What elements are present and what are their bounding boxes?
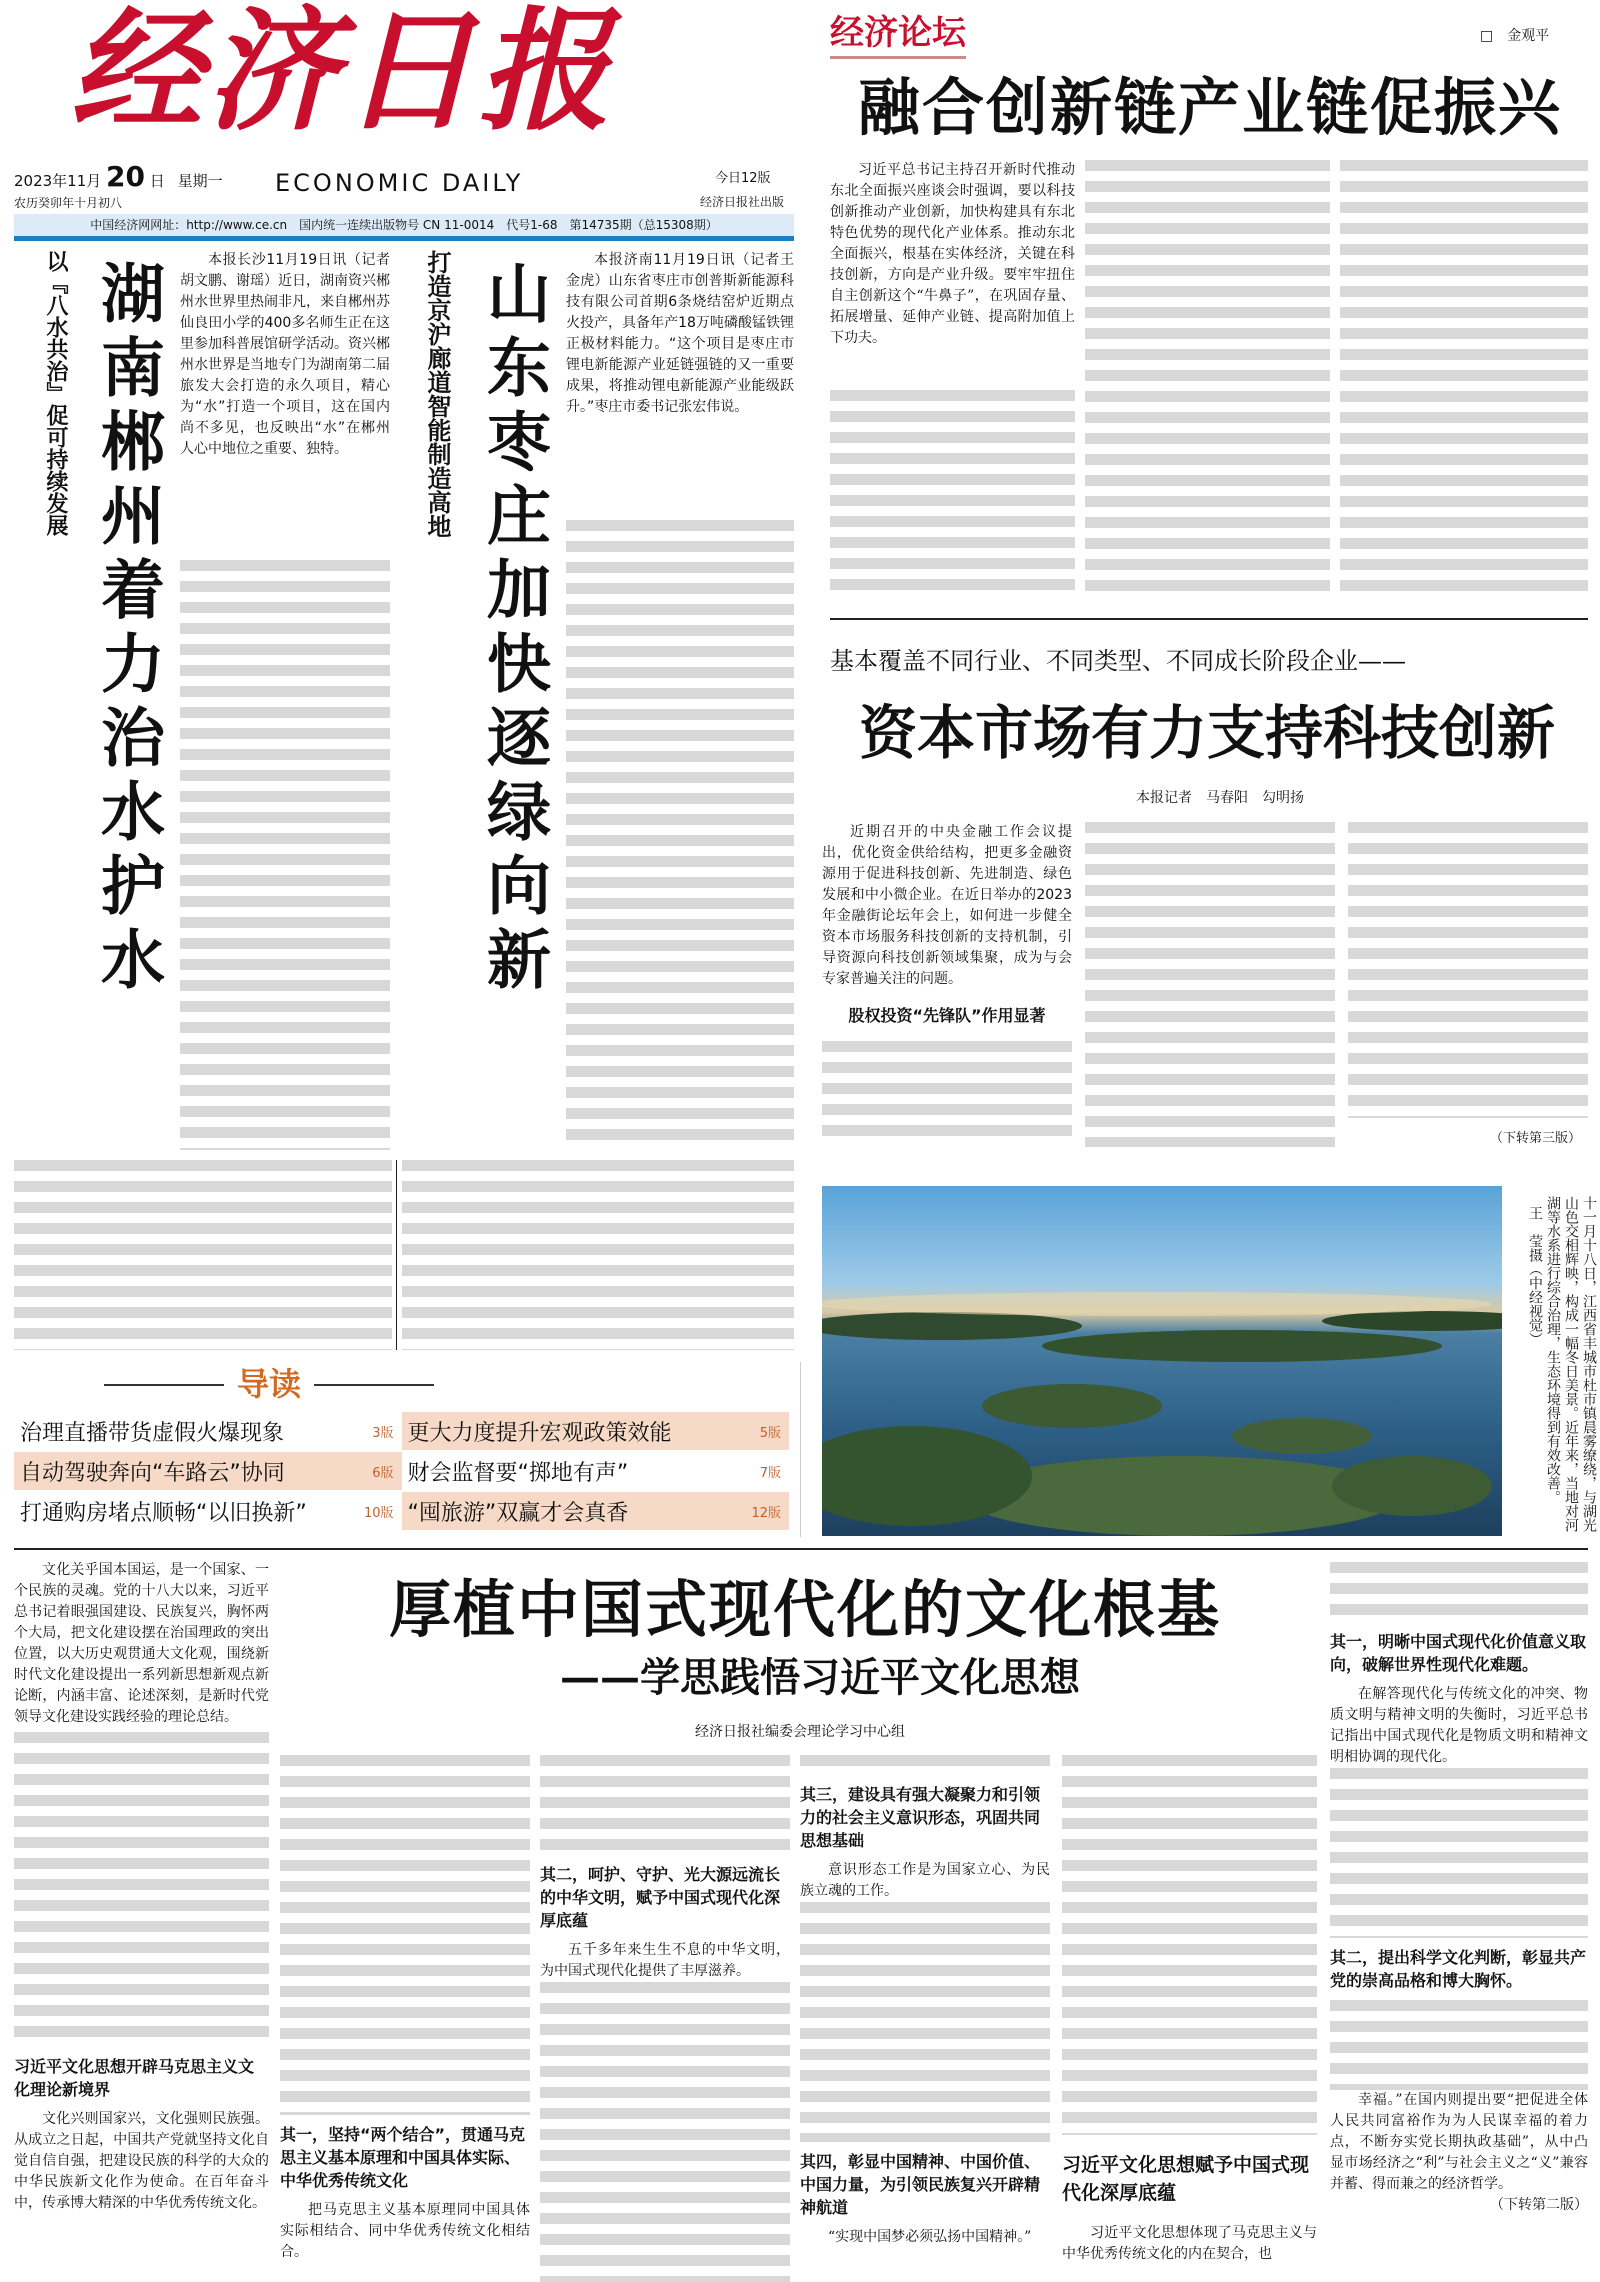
capital-body-col2: [1085, 822, 1335, 1147]
culture-section-text: 意识形态工作是为国家立心、为民族立魂的工作。: [800, 1862, 1050, 1899]
hunan-headline: 湖南郴州着力治水护水: [90, 260, 165, 1000]
culture-body-col6b: [1330, 1768, 1588, 1938]
capital-body-col3: [1348, 822, 1588, 1118]
culture-body-col6: [1330, 1562, 1588, 1622]
guide-box: [14, 1362, 801, 1537]
culture-section-title: 其四，彰显中国精神、中国价值、中国力量，为引领民族复兴开辟精神航道: [800, 2152, 1041, 2217]
culture-section-title: 其三，建设具有强大凝聚力和引领力的社会主义意识形态，巩固共同思想基础: [800, 1785, 1041, 1850]
guide-item-title: 治理直播带货虚假火爆现象: [20, 1420, 285, 1446]
culture-continued: （下转第二版）: [1490, 2197, 1588, 2213]
culture-lead: 文化关乎国本国运，是一个国家、一个民族的灵魂。党的十八大以来，习近平总书记着眼强国建设、民族复兴，胸怀两个大局，把文化建设摆在治国理政的突出位置，以大历史观贯通大文化观，围绕新时代文化建设提出一系列新思想新观点新论断，内涵丰富、论述深刻，是新时代党领导文化建设实践经验的理论总结。: [14, 1562, 269, 1725]
culture-section-text: 文化兴则国家兴，文化强则民族强。从成立之日起，中国共产党就坚持文化自觉自信自强，把建设民族的科学的大众的中华民族新文化作为使命。在百年奋斗中，传承博大精深的中华优秀传统文化。: [14, 2111, 269, 2211]
capital-lead: 近期召开的中央金融工作会议提出，优化资金供给结构，把更多金融资源用于促进科技创新、先进制造、绿色发展和中小微企业。在近日举办的2023年金融街论坛年会上，如何进一步健全资本市场服务科技创新的支持机制，引导资源向科技创新领域集聚，成为与会专家普遍关注的问题。: [822, 824, 1072, 987]
culture-section-text: 在解答现代化与传统文化的冲突、物质文明与精神文明的失衡时，习近平总书记指出中国式现代化是物质文明和精神文明相协调的现代化。: [1330, 1686, 1588, 1765]
guide-grid: [14, 1412, 789, 1530]
hunan-subtitle: 以『八水共治』促可持续发展: [43, 250, 68, 536]
lunar-date: 农历癸卯年十月初八: [14, 196, 123, 210]
culture-body-col3: [540, 1755, 790, 1855]
photo-caption: [1506, 1196, 1598, 1532]
culture-col3: [540, 1755, 790, 2282]
photo-islands: [822, 1186, 1502, 1536]
issue-date: [14, 160, 223, 198]
guide-item-page: 6版: [372, 1465, 394, 1481]
culture-section-text: 幸福。”在国内则提出要“把促进全体人民共同富裕作为为人民谋幸福的着力点，不断夯实党长期执政基础”，从中凸显市场经济之“利”与社会主义之“义”兼容并蓄、得而兼之的经济哲学。: [1330, 2092, 1588, 2192]
guide-rule-right: [314, 1384, 434, 1386]
capital-body-col1: [822, 1041, 1072, 1141]
shandong-subtitle: 打造京沪廊道智能制造高地: [423, 250, 451, 538]
section-divider: [830, 618, 1588, 620]
culture-section-title: 习近平文化思想开辟马克思主义文化理论新境界: [14, 2057, 255, 2099]
culture-section-text: 五千多年来生生不息的中华文明，为中国式现代化提供了丰厚滋养。: [540, 1942, 790, 1979]
culture-subtitle: ——学思践悟习近平文化思想: [560, 1654, 1080, 1701]
forum-article: [830, 160, 1075, 349]
masthead-logo: 经济日报: [70, 0, 614, 149]
culture-col2: [280, 1755, 530, 2263]
photo-lake-morning-fog: [822, 1186, 1502, 1536]
hunan-body-text: [180, 560, 390, 1150]
culture-body-col4: [800, 1755, 1050, 1775]
guide-item-page: 10版: [363, 1505, 394, 1521]
guide-item[interactable]: [402, 1412, 790, 1450]
culture-body-col4b: [800, 1902, 1050, 2142]
capital-headline: 资本市场有力支持科技创新: [858, 699, 1555, 767]
culture-section-title: 其二，提出科学文化判断，彰显共产党的崇高品格和博大胸怀。: [1330, 1948, 1587, 1990]
blue-divider: [14, 236, 794, 241]
culture-section-text: 习近平文化思想体现了马克思主义与中华优秀传统文化的内在契合，也: [1062, 2225, 1317, 2262]
forum-body-col1: [830, 390, 1075, 600]
guide-item-title: 打通购房堵点顺畅“以旧换新”: [20, 1500, 307, 1526]
hunan-lead: 本报长沙11月19日讯（记者胡文鹏、谢瑶）近日，湖南资兴郴州水世界里热闹非凡，来自郴州苏仙良田小学的400多名师生正在这里参加科普展馆研学活动。资兴郴州水世界是当地专门为湖南第二届旅发大会打造的永久项目，精心为“水”打造一个项目，这在国内尚不多见，也反映出“水”在郴州人心中地位之重要、独特。: [180, 252, 390, 457]
culture-col5: [1062, 1755, 1317, 2265]
hunan-body-text-continued: [14, 1160, 392, 1350]
culture-section-title: 其二，呵护、守护、光大源远流长的中华文明，赋予中国式现代化深厚底蕴: [540, 1865, 781, 1930]
culture-body-col2: [280, 1755, 530, 2115]
shandong-lead: 本报济南11月19日讯（记者王金虎）山东省枣庄市创普斯新能源科技有限公司首期6条烧结窑炉近期点火投产，具备年产18万吨磷酸锰铁锂正极材料能力。“这个项目是枣庄市锂电新能源产业延链强链的又一重要成果，将推动锂电新能源产业能级跃升。”枣庄市委书记张宏伟说。: [566, 252, 794, 415]
guide-item-title: 财会监督要“掷地有声”: [407, 1460, 629, 1486]
english-name: ECONOMIC DAILY: [275, 169, 524, 197]
shandong-body-text-continued: [402, 1160, 794, 1350]
capital-kicker: 基本覆盖不同行业、不同类型、不同成长阶段企业——: [830, 647, 1406, 675]
culture-headline: 厚植中国式现代化的文化根基: [388, 1573, 1221, 1646]
column-divider: [396, 1160, 397, 1350]
forum-column-label: 经济论坛: [830, 12, 966, 59]
guide-title: 导读: [236, 1365, 301, 1403]
guide-item-title: 更大力度提升宏观政策效能: [407, 1420, 672, 1446]
photo-credit: 王 莹摄（中经视觉）: [1527, 1206, 1543, 1346]
weekday: 星期一: [177, 172, 223, 190]
capital-subhead: 股权投资“先锋队”作用显著: [848, 1006, 1046, 1025]
forum-lead: 习近平总书记主持召开新时代推动东北全面振兴座谈会时强调，要以科技创新推动产业创新，加快构建具有东北特色优势的现代化产业体系。推动东北全面振兴，根基在实体经济，关键在科技创新，方向是产业升级。要牢牢扭住自主创新这个“牛鼻子”，在巩固存量、拓展增量、延伸产业链、提高附加值上下功夫。: [830, 162, 1075, 346]
culture-col6: [1330, 1562, 1588, 2215]
culture-byline: 经济日报社编委会理论学习中心组: [695, 1724, 905, 1740]
guide-item[interactable]: [402, 1452, 790, 1490]
guide-item[interactable]: [14, 1492, 402, 1530]
culture-section-text: “实现中国梦必须弘扬中国精神。”: [828, 2229, 1032, 2245]
culture-col4: [800, 1755, 1050, 2248]
culture-section-title: 其一，明晰中国式现代化价值意义取向，破解世界性现代化难题。: [1330, 1632, 1587, 1674]
capital-article: [822, 822, 1072, 1141]
guide-item-page: 3版: [372, 1425, 394, 1441]
pages-today: 今日12版: [715, 171, 771, 186]
culture-section-title: 习近平文化思想赋予中国式现代化深厚底蕴: [1062, 2154, 1310, 2204]
shandong-body-text: [566, 520, 794, 1150]
guide-item[interactable]: [14, 1412, 402, 1450]
culture-section-title: 其一，坚持“两个结合”，贯通马克思主义基本原理和中国具体实际、中华优秀传统文化: [280, 2125, 526, 2190]
page-divider: [14, 1548, 1588, 1550]
guide-item-page: 7版: [759, 1465, 781, 1481]
guide-item[interactable]: [14, 1452, 402, 1490]
guide-item[interactable]: [402, 1492, 790, 1530]
guide-item-page: 12版: [751, 1505, 781, 1521]
date-day: 20: [106, 160, 146, 193]
info-bar: 中国经济网网址：http://www.ce.cn 国内统一连续出版物号 CN 11-0014 代号1-68 第14735期（总15308期）: [14, 214, 794, 236]
guide-item-title: 自动驾驶奔向“车路云”协同: [20, 1460, 285, 1486]
culture-body-col1: [14, 1732, 269, 2047]
culture-body-col6c: [1330, 2000, 1588, 2090]
photo-caption-text: 十一月十八日，江西省丰城市杜市镇晨雾缭绕，与湖光山色交相辉映，构成一幅冬日美景。近年来，当地对河湖等水系进行综合治理，生态环境得到有效改善。: [1545, 1196, 1597, 1532]
culture-body-col5: [1062, 1755, 1317, 2135]
shandong-article: [566, 250, 794, 418]
date-suffix: 日: [149, 172, 165, 190]
shandong-headline: 山东枣庄加快逐绿向新: [476, 260, 551, 1000]
forum-author: □ 金观平: [1480, 28, 1550, 44]
capital-continued: （下转第三版）: [1490, 1131, 1582, 1146]
culture-col1: [14, 1560, 269, 2214]
culture-body-col3b: [540, 1982, 790, 2282]
guide-item-page: 5版: [759, 1425, 781, 1441]
forum-headline: 融合创新链产业链促振兴: [857, 71, 1562, 144]
forum-body-col2: [1085, 160, 1330, 600]
guide-item-title: “囤旅游”双赢才会真香: [407, 1500, 629, 1526]
capital-byline: 本报记者 马春阳 勾明扬: [1136, 790, 1304, 806]
culture-section-text: 把马克思主义基本原理同中国具体实际相结合、同中华优秀传统文化相结合。: [280, 2202, 530, 2260]
guide-rule-left: [104, 1384, 224, 1386]
hunan-article: [180, 250, 390, 460]
forum-body-col3: [1340, 160, 1588, 600]
publisher: 经济日报社出版: [700, 195, 785, 209]
date-month: 2023年11月: [14, 172, 102, 190]
